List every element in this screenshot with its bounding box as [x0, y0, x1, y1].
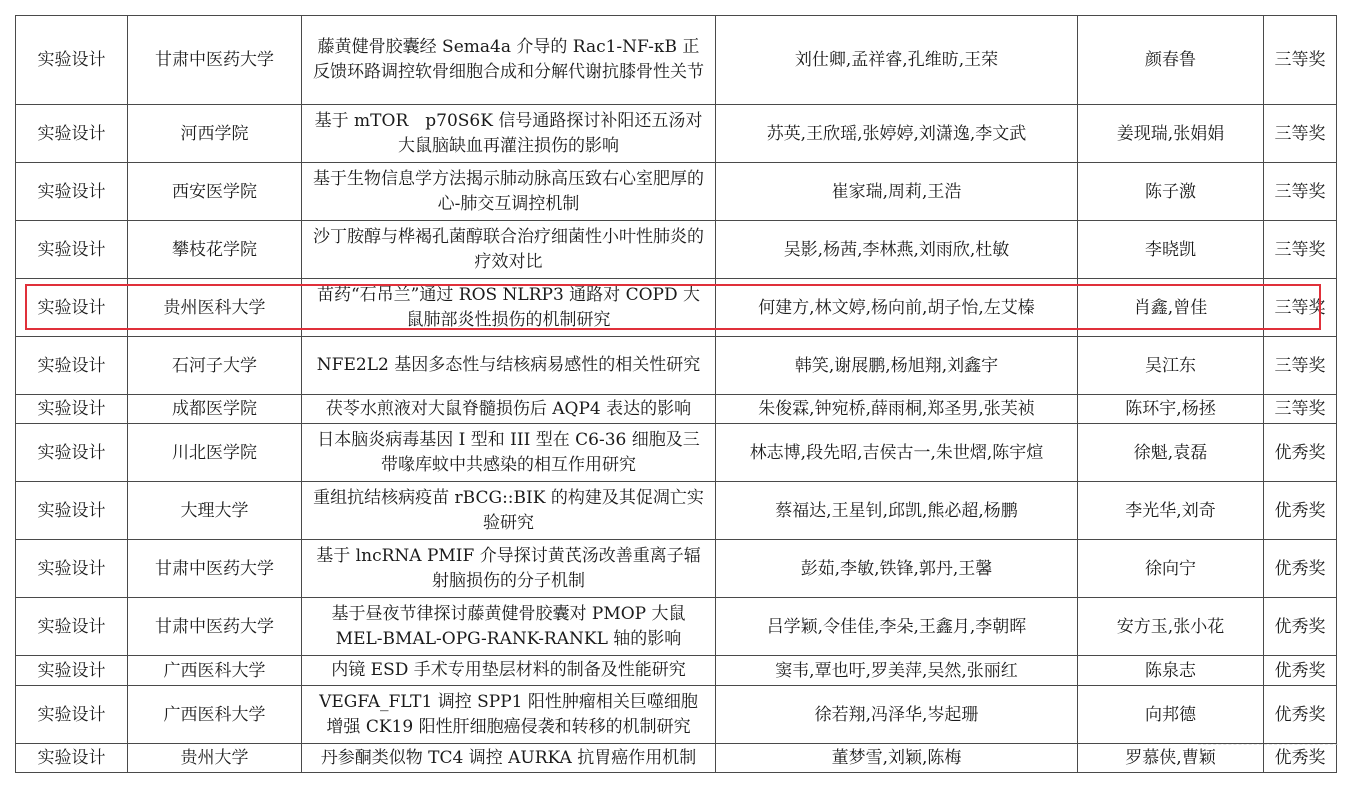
- members-cell: 吴影,杨茜,李林燕,刘雨欣,杜敏: [716, 221, 1078, 279]
- category-cell: 实验设计: [16, 395, 128, 424]
- award-cell: 三等奖: [1264, 337, 1337, 395]
- award-cell: 三等奖: [1264, 163, 1337, 221]
- title-cell: 基于 lncRNA PMIF 介导探讨黄芪汤改善重离子辐射脑损伤的分子机制: [302, 540, 716, 598]
- title-cell: 茯苓水煎液对大鼠脊髓损伤后 AQP4 表达的影响: [302, 395, 716, 424]
- award-cell: 三等奖: [1264, 395, 1337, 424]
- members-cell: 朱俊霖,钟宛桥,薛雨桐,郑圣男,张芙祯: [716, 395, 1078, 424]
- category-cell: 实验设计: [16, 482, 128, 540]
- category-cell: 实验设计: [16, 163, 128, 221]
- advisor-cell: 肖鑫,曾佳: [1078, 279, 1264, 337]
- scroll-indicator: [1198, 744, 1338, 749]
- advisor-cell: 陈子激: [1078, 163, 1264, 221]
- school-cell: 石河子大学: [128, 337, 302, 395]
- members-cell: 彭茹,李敏,铁锋,郭丹,王馨: [716, 540, 1078, 598]
- school-cell: 川北医学院: [128, 424, 302, 482]
- advisor-cell: 李光华,刘奇: [1078, 482, 1264, 540]
- school-cell: 西安医学院: [128, 163, 302, 221]
- title-cell: 基于 mTOR p70S6K 信号通路探讨补阳还五汤对大鼠脑缺血再灌注损伤的影响: [302, 105, 716, 163]
- category-cell: 实验设计: [16, 598, 128, 656]
- table-row: [16, 279, 1337, 337]
- table-row: [16, 686, 1337, 744]
- award-cell: 优秀奖: [1264, 482, 1337, 540]
- award-cell: 优秀奖: [1264, 686, 1337, 744]
- award-cell: 优秀奖: [1264, 598, 1337, 656]
- award-table: [15, 15, 1337, 773]
- advisor-cell: 罗慕侠,曹颖: [1078, 744, 1264, 773]
- advisor-cell: 徐魁,袁磊: [1078, 424, 1264, 482]
- school-cell: 广西医科大学: [128, 656, 302, 686]
- school-cell: 广西医科大学: [128, 686, 302, 744]
- members-cell: 韩笑,谢展鹏,杨旭翔,刘鑫宇: [716, 337, 1078, 395]
- award-cell: 三等奖: [1264, 16, 1337, 105]
- table-row: [16, 221, 1337, 279]
- advisor-cell: 吴江东: [1078, 337, 1264, 395]
- category-cell: 实验设计: [16, 686, 128, 744]
- table-row: [16, 395, 1337, 424]
- school-cell: 大理大学: [128, 482, 302, 540]
- category-cell: 实验设计: [16, 424, 128, 482]
- award-cell: 优秀奖: [1264, 540, 1337, 598]
- advisor-cell: 陈环宇,杨拯: [1078, 395, 1264, 424]
- title-cell: 内镜 ESD 手术专用垫层材料的制备及性能研究: [302, 656, 716, 686]
- title-cell: 基于生物信息学方法揭示肺动脉高压致右心室肥厚的心-肺交互调控机制: [302, 163, 716, 221]
- award-cell: 优秀奖: [1264, 744, 1337, 773]
- table-row: [16, 337, 1337, 395]
- members-cell: 崔家瑞,周莉,王浩: [716, 163, 1078, 221]
- advisor-cell: 姜现瑞,张娟娟: [1078, 105, 1264, 163]
- table-row: [16, 540, 1337, 598]
- award-cell: 三等奖: [1264, 279, 1337, 337]
- category-cell: 实验设计: [16, 105, 128, 163]
- category-cell: 实验设计: [16, 279, 128, 337]
- members-cell: 苏英,王欣瑶,张婷婷,刘潇逸,李文武: [716, 105, 1078, 163]
- members-cell: 吕学颖,令佳佳,李朵,王鑫月,李朝晖: [716, 598, 1078, 656]
- school-cell: 贵州医科大学: [128, 279, 302, 337]
- advisor-cell: 徐向宁: [1078, 540, 1264, 598]
- award-cell: 优秀奖: [1264, 424, 1337, 482]
- award-cell: 优秀奖: [1264, 656, 1337, 686]
- advisor-cell: 李晓凯: [1078, 221, 1264, 279]
- advisor-cell: 安方玉,张小花: [1078, 598, 1264, 656]
- members-cell: 林志博,段先昭,吉侯古一,朱世熠,陈宇煊: [716, 424, 1078, 482]
- advisor-cell: 向邦德: [1078, 686, 1264, 744]
- school-cell: 甘肃中医药大学: [128, 598, 302, 656]
- school-cell: 贵州大学: [128, 744, 302, 773]
- table-row: [16, 105, 1337, 163]
- award-list-sheet: [15, 15, 1336, 773]
- advisor-cell: 陈泉志: [1078, 656, 1264, 686]
- table-row: [16, 424, 1337, 482]
- award-cell: 三等奖: [1264, 221, 1337, 279]
- title-cell: 藤黄健骨胶囊经 Sema4a 介导的 Rac1-NF-κB 正反馈环路调控软骨细胞合成和分解代谢抗膝骨性关节: [302, 16, 716, 105]
- category-cell: 实验设计: [16, 337, 128, 395]
- members-cell: 何建方,林文婷,杨向前,胡子怡,左艾榛: [716, 279, 1078, 337]
- advisor-cell: 颜春鲁: [1078, 16, 1264, 105]
- table-row: [16, 16, 1337, 105]
- title-cell: 基于昼夜节律探讨藤黄健骨胶囊对 PMOP 大鼠 MEL-BMAL-OPG-RANK-RANKL 轴的影响: [302, 598, 716, 656]
- school-cell: 河西学院: [128, 105, 302, 163]
- award-table-body: [16, 16, 1337, 773]
- table-row: [16, 744, 1337, 773]
- table-row: [16, 656, 1337, 686]
- members-cell: 董梦雪,刘颖,陈梅: [716, 744, 1078, 773]
- title-cell: 苗药“石吊兰”通过 ROS NLRP3 通路对 COPD 大鼠肺部炎性损伤的机制研究: [302, 279, 716, 337]
- members-cell: 蔡福达,王星钊,邱凯,熊必超,杨鹏: [716, 482, 1078, 540]
- table-row: [16, 163, 1337, 221]
- category-cell: 实验设计: [16, 744, 128, 773]
- school-cell: 甘肃中医药大学: [128, 16, 302, 105]
- members-cell: 窦韦,覃也吁,罗美萍,吴然,张丽红: [716, 656, 1078, 686]
- category-cell: 实验设计: [16, 221, 128, 279]
- title-cell: VEGFA_FLT1 调控 SPP1 阳性肿瘤相关巨噬细胞增强 CK19 阳性肝细胞癌侵袭和转移的机制研究: [302, 686, 716, 744]
- title-cell: 丹参酮类似物 TC4 调控 AURKA 抗胃癌作用机制: [302, 744, 716, 773]
- school-cell: 攀枝花学院: [128, 221, 302, 279]
- table-row: [16, 598, 1337, 656]
- members-cell: 刘仕卿,孟祥睿,孔维昉,王荣: [716, 16, 1078, 105]
- school-cell: 甘肃中医药大学: [128, 540, 302, 598]
- title-cell: 日本脑炎病毒基因 I 型和 III 型在 C6-36 细胞及三带喙库蚊中共感染的相互作用研究: [302, 424, 716, 482]
- table-row: [16, 482, 1337, 540]
- award-cell: 三等奖: [1264, 105, 1337, 163]
- title-cell: NFE2L2 基因多态性与结核病易感性的相关性研究: [302, 337, 716, 395]
- members-cell: 徐若翔,冯泽华,岑起珊: [716, 686, 1078, 744]
- category-cell: 实验设计: [16, 16, 128, 105]
- title-cell: 重组抗结核病疫苗 rBCG::BIK 的构建及其促凋亡实验研究: [302, 482, 716, 540]
- school-cell: 成都医学院: [128, 395, 302, 424]
- category-cell: 实验设计: [16, 656, 128, 686]
- title-cell: 沙丁胺醇与桦褐孔菌醇联合治疗细菌性小叶性肺炎的疗效对比: [302, 221, 716, 279]
- category-cell: 实验设计: [16, 540, 128, 598]
